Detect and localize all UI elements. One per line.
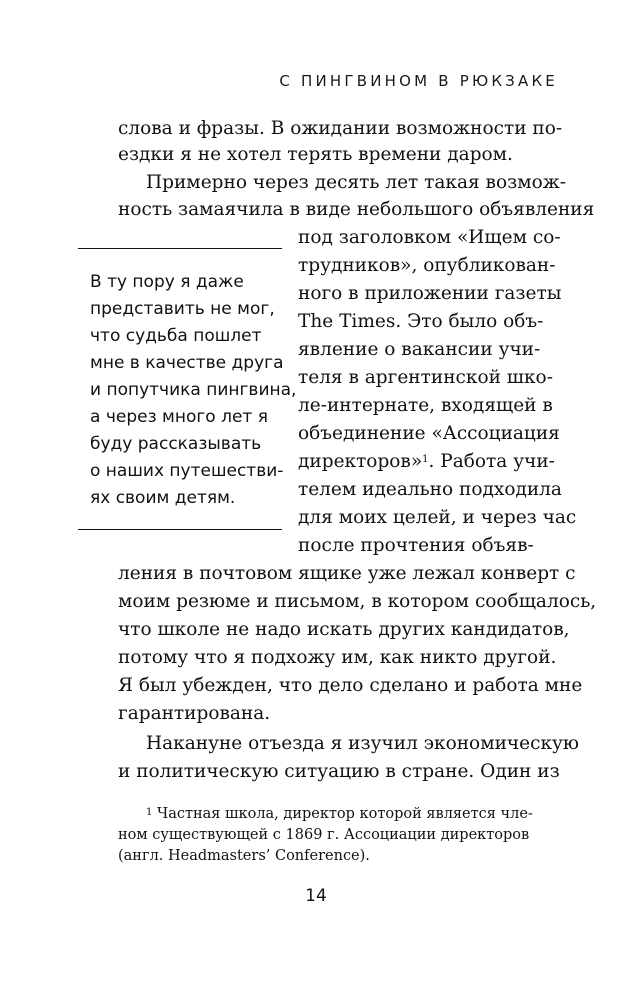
body-line: и политическую ситуацию в стране. Один из <box>118 761 560 782</box>
body-line: ездки я не хотел терять времени даром. <box>118 144 513 165</box>
pull-quote-line: мне в качестве друга <box>90 353 284 373</box>
body-line: Накануне отъезда я изучил экономическую <box>146 733 580 754</box>
body-line: ность замаячила в виде небольшого объявления <box>118 199 595 220</box>
body-line: потому что я подхожу им, как никто другой. <box>118 647 557 668</box>
footnote-number: 1 <box>146 807 153 818</box>
body-line: для моих целей, и через час <box>298 507 577 528</box>
body-line: объединение «Ассоциация <box>298 423 560 444</box>
pull-quote-line: что судьба пошлет <box>90 326 262 346</box>
pull-quote-line: буду рассказывать <box>90 434 262 454</box>
body-line <box>298 449 555 475</box>
body-line: Я был убежден, что дело сделано и работа мне <box>118 675 583 696</box>
body-line: трудников», опубликован- <box>298 255 556 276</box>
body-line: теля в аргентинской шко- <box>298 367 553 388</box>
pull-quote-line: ях своим детям. <box>90 488 236 508</box>
page-number: 14 <box>305 886 327 906</box>
body-line: ного в приложении газеты <box>298 283 562 304</box>
body-line: Примерно через десять лет такая возмож- <box>146 172 566 193</box>
pull-quote <box>78 248 297 530</box>
pull-quote-line: В ту пору я даже <box>90 272 244 292</box>
pull-quote-line: и попутчика пингвина, <box>90 380 297 400</box>
footnote-line <box>146 804 533 825</box>
body-line: после прочтения объяв- <box>298 535 534 556</box>
body-line: ле-интернате, входящей в <box>298 395 553 416</box>
body-line: что школе не надо искать других кандидатов, <box>118 619 570 640</box>
body-line: слова и фразы. В ожидании возможности по- <box>118 118 563 139</box>
body-line: The Times. Это было объ- <box>298 311 544 332</box>
footnote-line: ном существующей с 1869 г. Ассоциации директоров <box>118 827 530 843</box>
body-line: телем идеально подходила <box>298 479 562 500</box>
pull-quote-line: а через много лет я <box>90 407 268 427</box>
pull-quote-line: о наших путешестви- <box>90 461 284 481</box>
body-line: ления в почтовом ящике уже лежал конверт с <box>118 563 576 584</box>
footnote-line: (англ. Headmasters’ Conference). <box>118 848 370 864</box>
body-line: под заголовком «Ищем со- <box>298 227 561 248</box>
pull-quote-line: представить не мог, <box>90 299 275 319</box>
body-line: гарантирована. <box>118 703 271 724</box>
body-text: директоров» <box>298 451 423 472</box>
footnote-text: Частная школа, директор которой является чле- <box>156 806 533 822</box>
footnote-marker: 1 <box>422 454 429 465</box>
body-line: моим резюме и письмом, в котором сообщалось, <box>118 591 597 612</box>
running-head: С ПИНГВИНОМ В РЮКЗАКЕ <box>279 72 558 90</box>
body-text: . Работа учи- <box>428 451 555 472</box>
body-line: явление о вакансии учи- <box>298 339 541 360</box>
